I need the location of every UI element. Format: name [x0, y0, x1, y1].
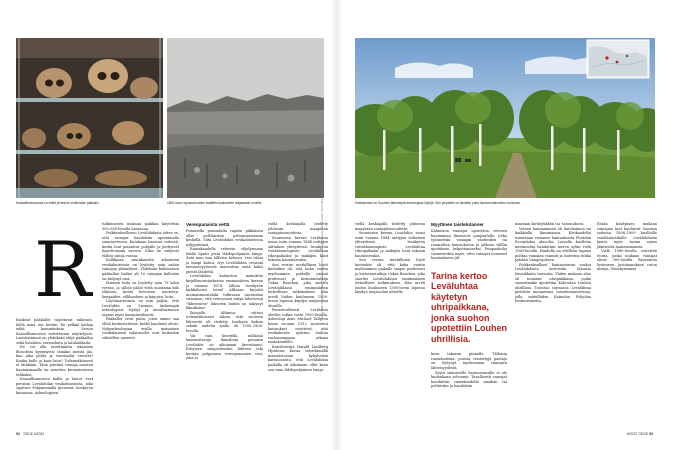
skulls-photo — [16, 38, 163, 198]
section-heading: Verenpunaista vettä — [186, 222, 230, 227]
article-paragraph: Sen verran merkillinen löytö kuitenkin oli, että kuka vuutta myöhemmin paikalle saapui professori ja historiantutkija Oskar Rancken, joka suoritti Leväluhdassa ensimmäisen tieteellisen tutkimuksen. Hän arveli luiden kuuluneen 1500-luvun lopussa käydyn nuijasodan uhreille. — [268, 262, 328, 308]
left-col-2 — [102, 222, 179, 340]
pull-quote: Tarina kertoo Leväluhtaa käytetyn uhripaikkana, jonka suohon upotettiin Louhen uhrillisia. — [431, 270, 507, 344]
article-paragraph: En voi olla miettimättä tikaisista filosofista kysymystä: tämäkö meistä jää, kun aika jättää ja vuosisadat vierivät? Kuuka kallo ja kasa luita? Todennäköisesti ei tätäkään. Tänä päivänä vainaja mautuu hautausmaalla tai muuttuu krematoriossa tuhkaksi. — [16, 345, 93, 377]
birch-photo-caption: Vesikalmisto on Suomen tärkeimpiä arkeologisia löytöjä. Sen ympärille on istutettu puita hautaa tutkineiden muistoksi. — [355, 201, 521, 205]
article-paragraph: viellä keskiajalla tiedetty johtuvan maaperän rautapitoisuudesta. — [355, 222, 425, 231]
page-number-left: 52 — [16, 432, 20, 436]
right-page — [337, 0, 674, 450]
folio-right — [627, 432, 656, 436]
myth-section-heading: Myyttinen taistelutanner — [431, 222, 484, 227]
article-paragraph: Seuraavan kerran Leväluhta nousi esiin vuonna 1884 niittyjen siittalaen yhteydessä. Isonkyrön veistäämiesopisto Leväluhtaa rikospaikaksi ja mäkäjen haut takasin hautatarvaksi. — [355, 231, 425, 258]
article-paragraph: Punaisella puusadalla rajattu pikkuinen allas pellolaisten peltomaisemasin keskellä. Siitä Leväluhdan vesikalmistossa nykypäivänä. — [186, 229, 263, 247]
page-number-right: 53 — [649, 432, 653, 436]
article-paragraph: Vielä 1980-luvulla esitettiin teoria, jonka mukaan vainajat olivat 300-luvulla Bysantiota levinneen Justinianuksen ruton uhreja. Vasiskyrmmen — [597, 249, 657, 272]
issue-label-right: 6/2022 TIEDE — [626, 432, 649, 436]
article-paragraph: Sen verran merkillinen löytö kuitenkin oli, että kuka vuutta myöhemmin paikalle saapui professori ja historiantutkija Oskar Rancken, joka suoritti Leväluhdassa ensimmäisen tieteellisen tutkimuksen. Hän arveli luiden kuuluneen 1500-luvun lopussa käydyn nuijasodan uhreille. — [355, 258, 425, 295]
article-paragraph: Pääkallot eivät puhu, joten emme saa elhtä keskustettäisä, ketkä haudatut olivat. Nykyarkeologian avulla muinaisen vesikalmiston salaisuudet ovat kuitenkin vähitellen aueneet. — [102, 317, 179, 340]
right-col-4 — [597, 222, 657, 272]
drop-cap: R — [34, 225, 92, 314]
article-paragraph: Poikkeukselliset hautaustavan voakoi Leväluhdasta kerrottiin lukuisia lennokkaita tarinoita. Yhden mukaan alue oli toiminut uhripaikkana, jonka suonsilmäke upotettiin Kalevalan Louhen uhrillisia. Toisessa tarinassa Leväluhtaa pidettiin muinaisena taistelutannerenna, jolla miitelliiden Kainulan Pohjolan hermustaneita. — [515, 262, 591, 304]
article-paragraph: viellä keskiajalla tiedetty johtuvan maaperän rautapitoisuudesta. — [268, 222, 328, 236]
article-paragraph: Veteen hautaaminen oli harvinainen tai kaikkialla länsimaissa. Kivikaudelta tunnetaan vastaava hautauksista Floridan Evergladen alueelta. Laivalla kuolleita merimiehiä haudattiin meren syliin vielä 1960-luvulla. Hindulla on edelleen tapana polttaa vainajan ruumiit ja isoterina tuhka pyhään Gangesjokeen. — [515, 226, 591, 263]
article-paragraph: tutkimusten mukaan paikkaa käytettiin 300–800-luvulla hautauna. — [102, 222, 179, 231]
right-col-2 — [431, 222, 507, 389]
article-paragraph: Kallikiaan suutakauden aikaisesta vesikalmistosta on löydetty noin sadan vainajan jäännökset. Yhdeksän kokonaisen pääkallon lisäksi yli 10 vainajan kalloista on säilynyt osia. — [102, 258, 179, 281]
article-paragraph: keen takaisin pinnalle. Tällaisia rautakautisia, puusta veistettyjä paaluja on löytynyt myöhemmin vainajien lähteisyydestä. — [431, 352, 507, 370]
photo-credit: Kuvat: Ville Mäki/Otava, Mikko Ylitalo/Museovirasto (Kansatieteellinen osasto/ Museovirasto. Kuva: Kirsi-Kiviniemi Hanssa) — [321, 177, 324, 318]
right-col-3 — [515, 222, 591, 304]
article-paragraph: Vai vain kuvitella, millaisia kammottavoja ihmisluita punuava Leväluhta on aikoinaan kirvottanut. Erityisen salaperäiseksi lähteen teki kevään pulppuava verenpunainen vesi, joka ei — [186, 333, 263, 361]
article-paragraph: Kaivitteistijä Harald Lindberg Hyödensi kuvaa selvittämällä maasiästorian kyliyheistä kaivinossista, että Leväluhdan paikalla oli aikoinaan ollut kaan osa vaan lähdepohjainen lampi. — [268, 344, 328, 372]
article-paragraph: Perusteellisesti Leväluhta alettiin tutkia vasta 1900-luvulla. Arkeologi Arne Michael Tallgren kenia vuonna 1912 suoritetut kaivaukset osoittivat, että vesikalmisto ajoittuu luultua varhaisempaan aikaan rautakaudelle. — [268, 308, 328, 345]
gutter-shadow — [331, 0, 343, 450]
landscape-bw-photo — [167, 38, 324, 198]
article-paragraph: Erään käsityksen mukaan vainajien luut kuuluivat Suomen sodassa 1808–1809 kuolleille venäläissotilaille. Leväluhdasta kierei myös tarina orjien jäänteistä hautausmaasta. — [597, 222, 657, 249]
left-col-1 — [16, 318, 93, 395]
folio-left — [16, 432, 44, 436]
issue-label-left: TIEDE 6/2022 — [23, 432, 45, 436]
left-col-4 — [268, 222, 328, 372]
article-paragraph: Kalmiston vainajat upotettiin veteeen hautaamaa ilmeisesti puupaalulla, jotka työnnettiin vainajan vaatteiden tai ruumiitten kaivaukseen ja jalkoen välllin upotuksen helpottamiseksi. Puupaaluiha varmistettiin myös, ettei vainajat nousseet hautaukseen jäl- — [431, 229, 507, 261]
article-paragraph: Kansallismuseon kallot ja luurot ovat peräisin Leväluhdan vesikalmistosta, joka sijaitsee Pohjanmaalla pienessä Isonkyrön kunnassa. Arkeologisen — [16, 377, 93, 395]
article-paragraph: Poikkeukselliseni Leväluhdasta tekee se, että vainajat haudattiin upottamalla suuntuovenen. Kuinkaan haavoat vedessä, mutta luut painuivat pohjalle ja peittyivät hapettomaan saveen. Siksi ne säilyivät elähtä satoja vuosia. — [102, 231, 179, 258]
drop-cap-block — [32, 224, 94, 314]
article-paragraph: maataan kivilöytikkön tai -tatomuksen. — [515, 222, 585, 226]
article-paragraph: Ihmisen luita on löydetty noin 75 kiloa verran, ja silloin pääle vielä muutama kilo eläimen, kuten hevosten, nauteten, lampaiden, villihanhien ja kanojen, luita. — [102, 281, 179, 299]
skulls-caption: Kansallismuseossa on esillä yhdessä Leväluhdan pääkallo. — [16, 201, 100, 205]
article-paragraph: Seuraavan kerran Leväluhta nousi esiin vuonna 1884 niittyjen siittalaen yhteydessä. Isonkyrön veistäämiesopisto Leväluhtaa rikospaikaksi ja mäkäjen haut takasin hautatarvaksi. — [268, 235, 328, 263]
article-paragraph: Löytömateriasta on niin paljon, että Leväluhta on Suomen tärkeimpiä arkeologisia löytöjä ja ainutlaatuinen tapaus myös kansainvälisesti. — [102, 299, 179, 317]
article-paragraph: Syytä omituiselle hautaustavalle ei ole kuitenkaan selvinnyt. Tavallisesti vainajat haudattiin rautakaudella maahan tai polttettiin ja haudattiin — [431, 370, 507, 389]
left-col-3 — [186, 222, 263, 361]
article-lead-paragraph: Ruskeat pääkallot tuijottavat tuikeasti. Kyllä minä sen kestän. En pelkää kalloja enkä kummituksia. Seison Kansallismuseon esihistorian näyttelyssä. Lasivitriinissä on yhdeksän eläjä pääkalloa sekä listaluita, raesuoluita ja kaulanikaita. — [16, 318, 93, 345]
landscape-caption: 1800-luvun lopussa kuiden epälittiin kaukaneen nuljasadan uhreille. — [167, 201, 263, 205]
birch-grove-photo — [355, 38, 655, 198]
right-col-1 — [355, 222, 425, 295]
article-paragraph: Leväluhdan kalmiston mainittiin kirjallisuusetarkeissa ensimmäisen kerran jo vuonna 1674. Silloin Isonkyrön kirkkoherra Israel Alftanus kirjoitti muinaismuistolaki tutkivaan rautatalan virastoon, että veteryvaen niityn läheisessä "lähteeseen" lukuvien luiden on näkynyt kikuikoina". — [186, 274, 263, 311]
article-paragraph: Rautakaudella rehevän viljelysmaan tilalla lipatti pieni lähdepohjainen lampi. Siitä mun nuu hilliöen kehossi, vesi vähni ja lampi katosi. Nyt Leväluhdan vesiesiä mennesvyyteestä muistuttaa enää kaksi pientä lähdettä. — [186, 247, 263, 274]
article-paragraph: Ikäajolla Alftanus viittasi todennäköisesti siihen, että suolesta lähteestä oli tiedetty Isonkyön kaksin sekaki uudelta ajalta eli 1500–1800-luvulla. — [186, 310, 263, 334]
